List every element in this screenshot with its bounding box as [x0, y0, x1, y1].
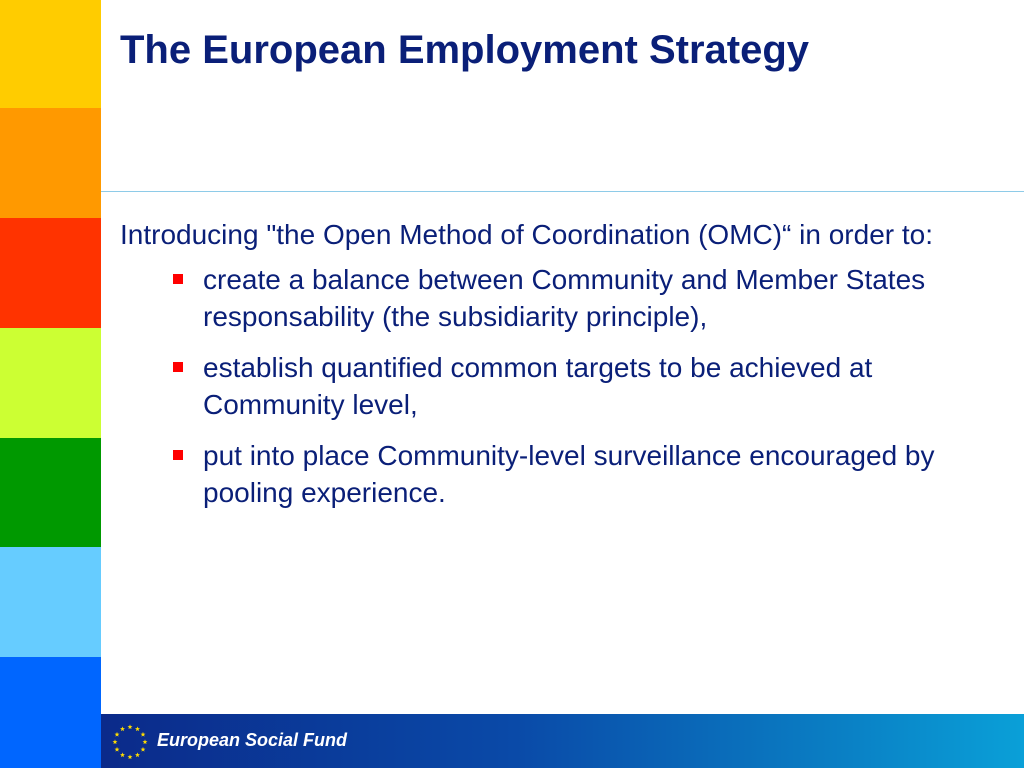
slide-title: The European Employment Strategy — [120, 28, 810, 72]
list-item — [203, 349, 1003, 423]
strip-block-green — [0, 438, 101, 547]
intro-text: Introducing "the Open Method of Coordination (OMC)“ in order to: — [120, 219, 934, 250]
bullet-text: establish quantified common targets to be achieved at Community level, — [203, 352, 873, 420]
strip-block-lightblue — [0, 547, 101, 657]
bullet-text: create a balance between Community and Member States responsability (the subsidiarity principle), — [203, 264, 926, 332]
square-bullet-icon — [173, 362, 183, 372]
square-bullet-icon — [173, 450, 183, 460]
footer-label: European Social Fund — [157, 730, 348, 750]
strip-block-blue — [0, 657, 101, 768]
eu-stars-icon — [107, 720, 153, 764]
strip-block-orange — [0, 108, 101, 218]
list-item — [203, 261, 1003, 335]
slide-body — [120, 216, 1000, 525]
strip-block-lime — [0, 328, 101, 438]
strip-block-red — [0, 218, 101, 328]
title-divider — [101, 191, 1024, 192]
strip-block-yellow — [0, 0, 101, 108]
square-bullet-icon — [173, 274, 183, 284]
bullet-text: put into place Community-level surveillance encouraged by pooling experience. — [203, 440, 935, 508]
bullet-list — [120, 261, 1000, 511]
list-item — [203, 437, 1003, 511]
color-strip — [0, 0, 101, 768]
